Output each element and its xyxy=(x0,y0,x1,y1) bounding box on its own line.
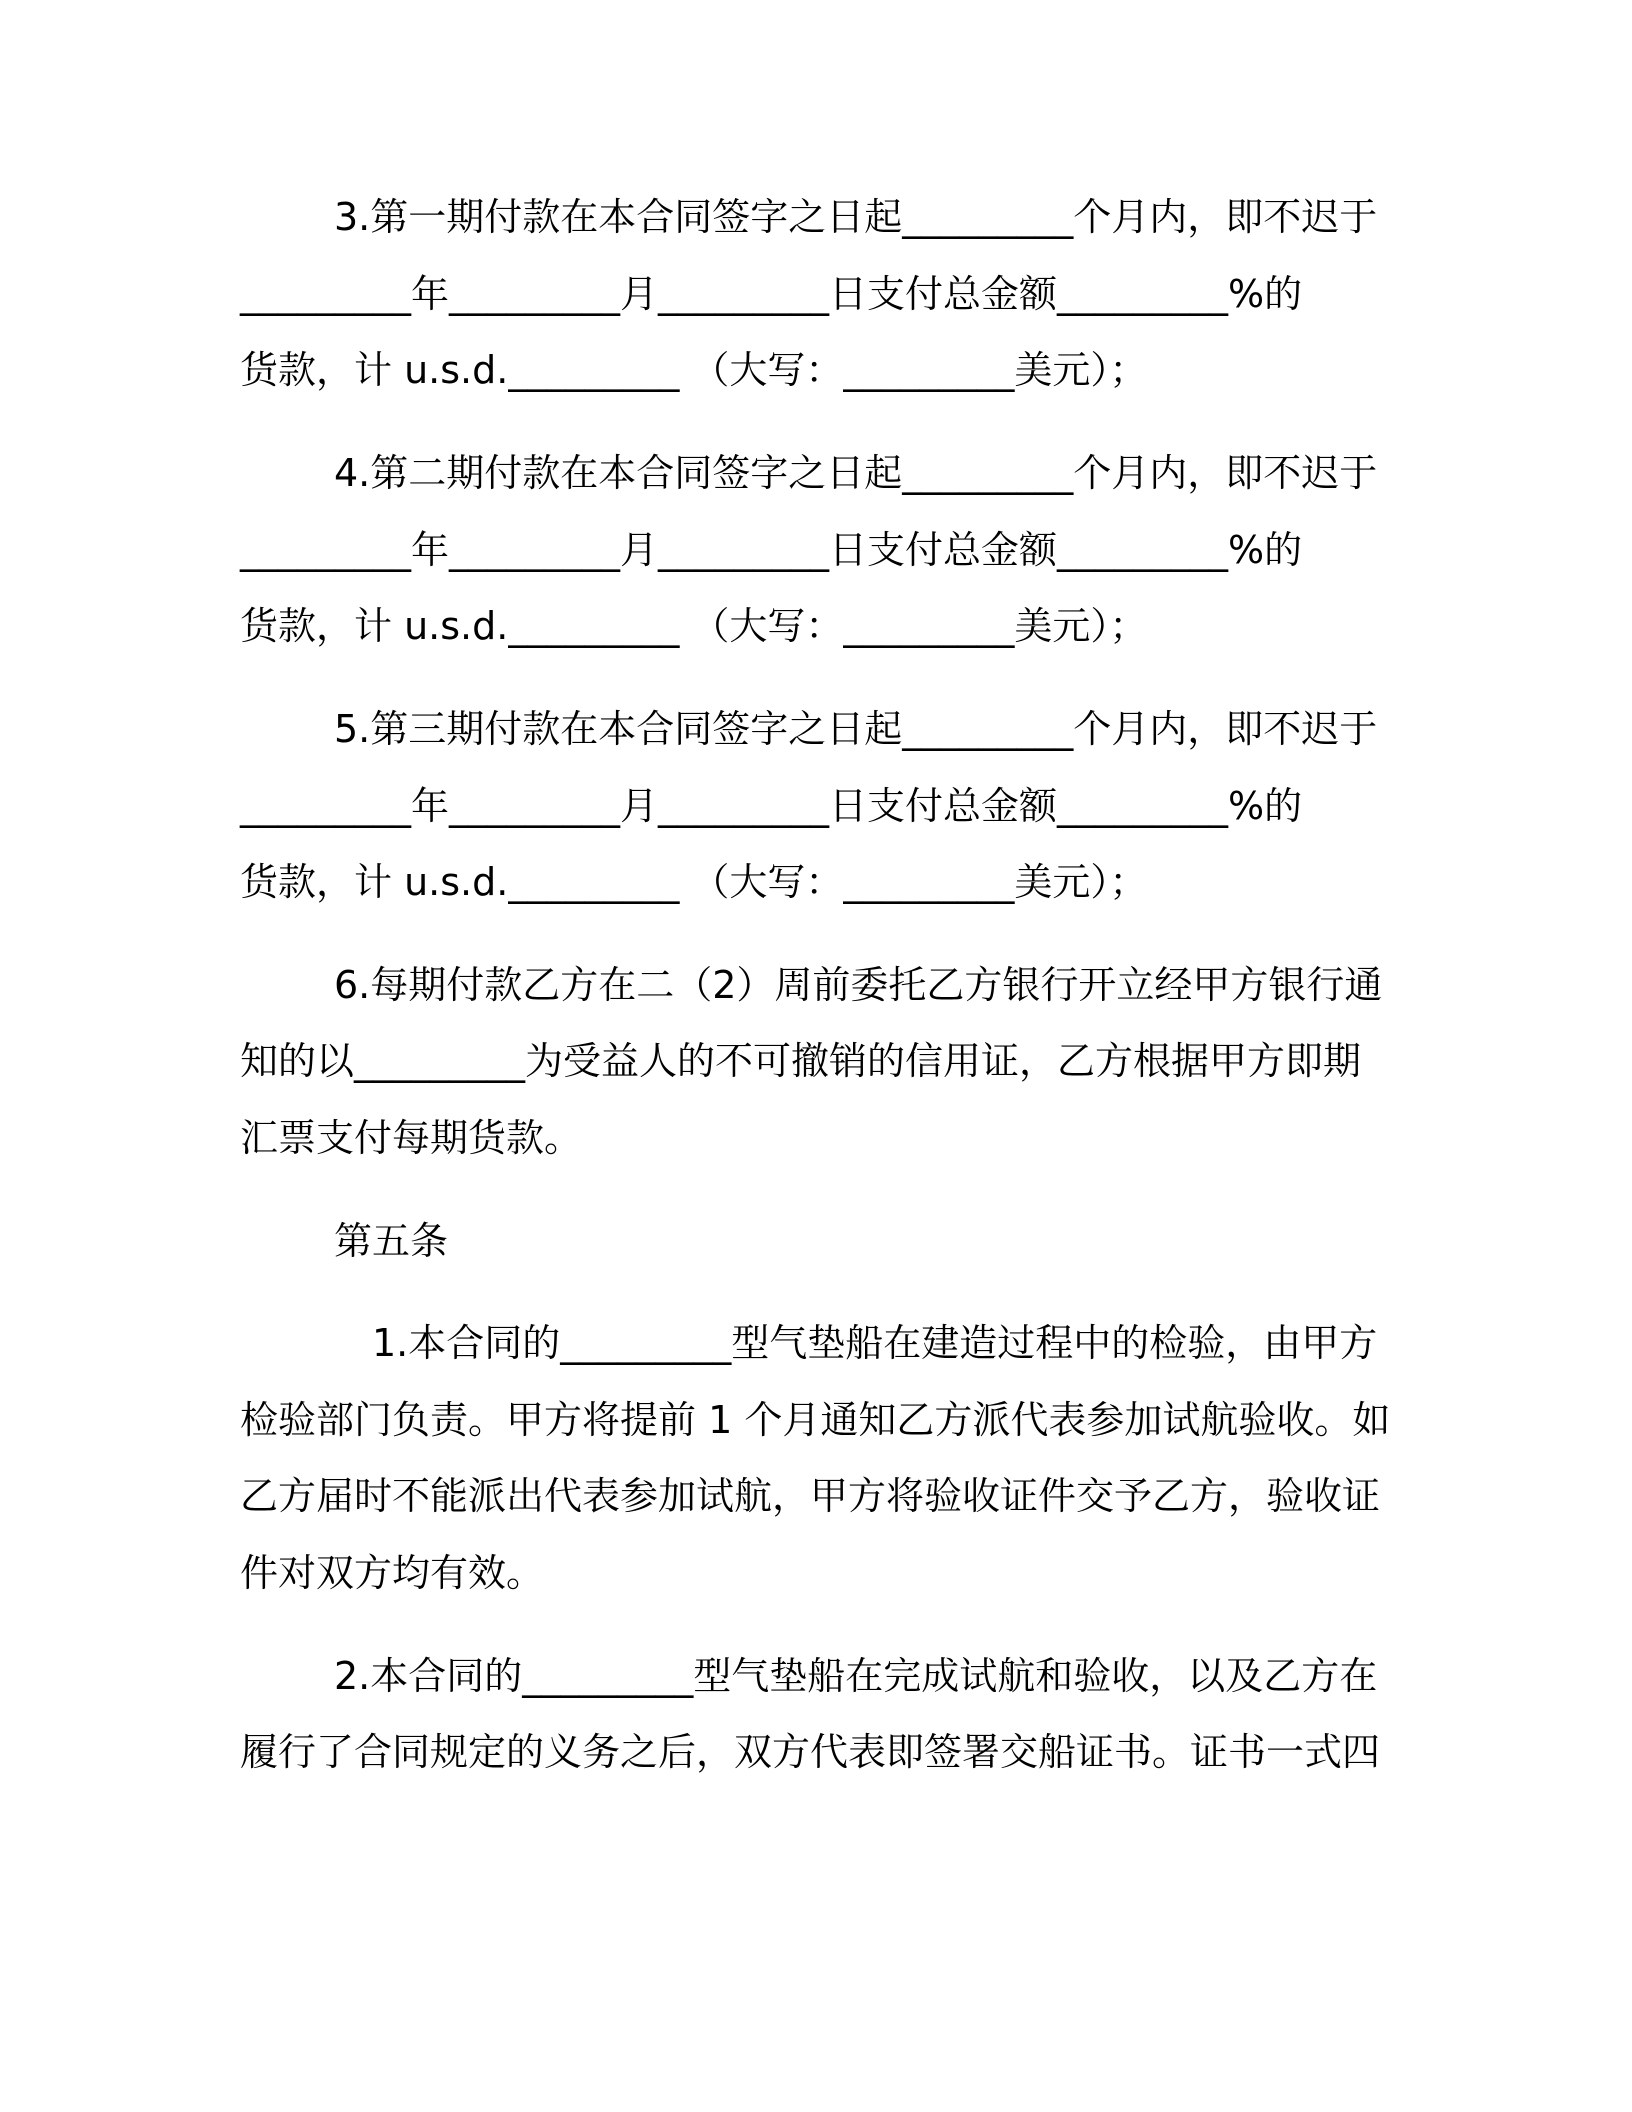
paragraph-4-line-1: 4.第二期付款在本合同签字之日起_________个月内，即不迟于 xyxy=(334,451,1378,495)
paragraph-3-line-3: 货款，计 u.s.d._________ （大写：_________美元）； xyxy=(240,348,1148,392)
paragraph-3-line-1: 3.第一期付款在本合同签字之日起_________个月内，即不迟于 xyxy=(334,195,1378,239)
article-5-item-1-line-4: 件对双方均有效。 xyxy=(240,1551,545,1595)
article-5-heading: 第五条 xyxy=(334,1219,449,1263)
article-5-item-2-line-1: 2.本合同的_________型气垫船在完成试航和验收，以及乙方在 xyxy=(334,1654,1378,1698)
paragraph-4-line-3: 货款，计 u.s.d._________ （大写：_________美元）； xyxy=(240,604,1148,648)
article-5-item-1-line-1: 1.本合同的_________型气垫船在建造过程中的检验，由甲方 xyxy=(372,1321,1378,1365)
article-5-item-2-line-2: 履行了合同规定的义务之后，双方代表即签署交船证书。证书一式四 xyxy=(240,1730,1381,1774)
article-5-item-1-line-2: 检验部门负责。甲方将提前 1 个月通知乙方派代表参加试航验收。如 xyxy=(240,1398,1391,1442)
paragraph-5-line-1: 5.第三期付款在本合同签字之日起_________个月内，即不迟于 xyxy=(334,707,1378,751)
paragraph-6-line-3: 汇票支付每期货款。 xyxy=(240,1116,583,1160)
paragraph-3-line-2: _________年_________月_________日支付总金额_________%的 xyxy=(240,272,1303,316)
article-5-item-1-line-3: 乙方届时不能派出代表参加试航，甲方将验收证件交予乙方，验收证 xyxy=(240,1474,1381,1518)
paragraph-5-line-2: _________年_________月_________日支付总金额_________%的 xyxy=(240,784,1303,828)
paragraph-5-line-3: 货款，计 u.s.d._________ （大写：_________美元）； xyxy=(240,860,1148,904)
paragraph-6-line-2: 知的以_________为受益人的不可撤销的信用证，乙方根据甲方即期 xyxy=(240,1039,1362,1083)
paragraph-6-line-1: 6.每期付款乙方在二（2）周前委托乙方银行开立经甲方银行通 xyxy=(334,963,1383,1007)
paragraph-4-line-2: _________年_________月_________日支付总金额_________%的 xyxy=(240,528,1303,572)
